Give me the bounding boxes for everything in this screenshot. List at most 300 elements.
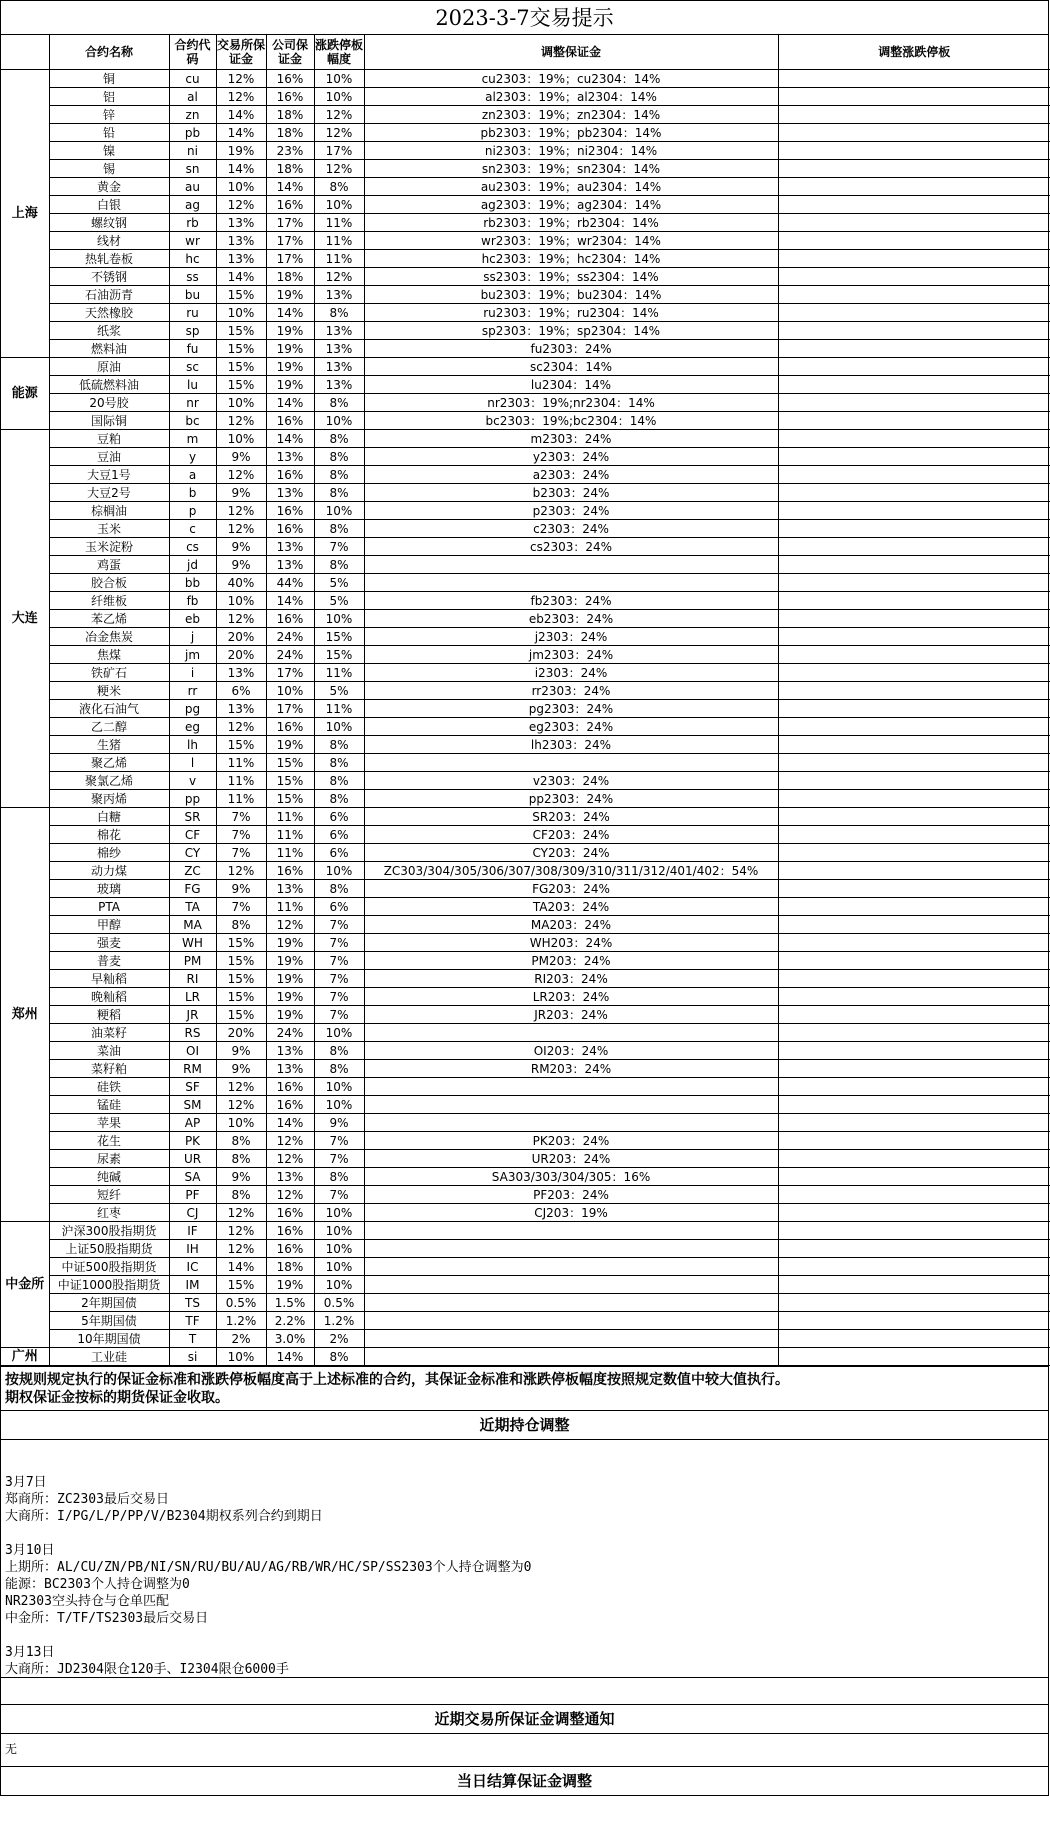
adjusted-margin-cell: CY203：24% bbox=[364, 844, 778, 862]
price-limit-cell: 8% bbox=[314, 430, 364, 448]
company-margin-cell: 16% bbox=[266, 412, 314, 430]
contract-code-cell: bu bbox=[169, 286, 216, 304]
contract-name-cell: 鸡蛋 bbox=[49, 556, 169, 574]
exchange-margin-cell: 15% bbox=[216, 934, 266, 952]
contract-code-cell: cs bbox=[169, 538, 216, 556]
price-limit-cell: 10% bbox=[314, 1024, 364, 1042]
table-row bbox=[1, 664, 1050, 682]
price-limit-cell: 8% bbox=[314, 394, 364, 412]
adjusted-limit-cell bbox=[778, 610, 1050, 628]
adjusted-margin-cell: pg2303：24% bbox=[364, 700, 778, 718]
adjusted-limit-cell bbox=[778, 1312, 1050, 1330]
exchange-margin-cell: 12% bbox=[216, 502, 266, 520]
adjusted-margin-cell bbox=[364, 1330, 778, 1348]
contract-code-cell: ss bbox=[169, 268, 216, 286]
contract-name-cell: 粳米 bbox=[49, 682, 169, 700]
table-row bbox=[1, 430, 1050, 448]
contract-code-cell: RI bbox=[169, 970, 216, 988]
adjusted-margin-cell: cu2303：19%；cu2304：14% bbox=[364, 70, 778, 88]
price-limit-cell: 6% bbox=[314, 808, 364, 826]
contract-name-cell: 棉纱 bbox=[49, 844, 169, 862]
price-limit-cell: 8% bbox=[314, 556, 364, 574]
table-row bbox=[1, 1006, 1050, 1024]
adjusted-margin-cell: ag2303：19%；ag2304：14% bbox=[364, 196, 778, 214]
exchange-cell: 广州 bbox=[1, 1348, 49, 1366]
company-margin-cell: 19% bbox=[266, 934, 314, 952]
adjusted-limit-cell bbox=[778, 736, 1050, 754]
adjusted-margin-cell bbox=[364, 556, 778, 574]
adjusted-limit-cell bbox=[778, 1240, 1050, 1258]
table-row bbox=[1, 1114, 1050, 1132]
exchange-margin-cell: 9% bbox=[216, 448, 266, 466]
contract-code-cell: TA bbox=[169, 898, 216, 916]
contract-code-cell: JR bbox=[169, 1006, 216, 1024]
exchange-margin-cell: 10% bbox=[216, 1348, 266, 1366]
table-row bbox=[1, 250, 1050, 268]
exchange-margin-cell: 15% bbox=[216, 988, 266, 1006]
exchange-margin-cell: 15% bbox=[216, 736, 266, 754]
table-row bbox=[1, 934, 1050, 952]
table-row bbox=[1, 826, 1050, 844]
contract-code-cell: sc bbox=[169, 358, 216, 376]
contract-code-cell: TF bbox=[169, 1312, 216, 1330]
adjusted-limit-cell bbox=[778, 1168, 1050, 1186]
price-limit-cell: 12% bbox=[314, 124, 364, 142]
exchange-margin-cell: 12% bbox=[216, 1240, 266, 1258]
table-row bbox=[1, 610, 1050, 628]
exchange-margin-cell: 12% bbox=[216, 412, 266, 430]
contract-code-cell: SR bbox=[169, 808, 216, 826]
contract-name-cell: 螺纹钢 bbox=[49, 214, 169, 232]
adjusted-margin-cell: wr2303：19%；wr2304：14% bbox=[364, 232, 778, 250]
contract-name-cell: 液化石油气 bbox=[49, 700, 169, 718]
adjusted-margin-cell: TA203：24% bbox=[364, 898, 778, 916]
company-margin-cell: 13% bbox=[266, 556, 314, 574]
company-margin-cell: 12% bbox=[266, 1132, 314, 1150]
contract-code-cell: AP bbox=[169, 1114, 216, 1132]
table-row bbox=[1, 88, 1050, 106]
price-limit-cell: 0.5% bbox=[314, 1294, 364, 1312]
adjusted-margin-cell bbox=[364, 1258, 778, 1276]
adjusted-limit-cell bbox=[778, 1294, 1050, 1312]
rule-note bbox=[1, 1366, 1048, 1411]
company-margin-cell: 13% bbox=[266, 538, 314, 556]
company-margin-cell: 14% bbox=[266, 1348, 314, 1366]
price-limit-cell: 10% bbox=[314, 196, 364, 214]
contract-name-cell: 生猪 bbox=[49, 736, 169, 754]
adjusted-limit-cell bbox=[778, 1132, 1050, 1150]
contract-name-cell: 乙二醇 bbox=[49, 718, 169, 736]
adjusted-margin-cell: WH203：24% bbox=[364, 934, 778, 952]
header-ex-margin: 交易所保证金 bbox=[216, 35, 266, 70]
adjusted-margin-cell bbox=[364, 574, 778, 592]
exchange-margin-cell: 10% bbox=[216, 430, 266, 448]
table-row bbox=[1, 790, 1050, 808]
adjusted-limit-cell bbox=[778, 1258, 1050, 1276]
adjusted-limit-cell bbox=[778, 1042, 1050, 1060]
adjusted-limit-cell bbox=[778, 214, 1050, 232]
price-limit-cell: 8% bbox=[314, 1042, 364, 1060]
company-margin-cell: 44% bbox=[266, 574, 314, 592]
company-margin-cell: 19% bbox=[266, 286, 314, 304]
contract-name-cell: 苯乙烯 bbox=[49, 610, 169, 628]
contract-code-cell: RS bbox=[169, 1024, 216, 1042]
exchange-margin-cell: 8% bbox=[216, 1186, 266, 1204]
contract-code-cell: OI bbox=[169, 1042, 216, 1060]
contract-name-cell: 上证50股指期货 bbox=[49, 1240, 169, 1258]
contract-code-cell: ru bbox=[169, 304, 216, 322]
company-margin-cell: 16% bbox=[266, 1204, 314, 1222]
contract-name-cell: 不锈钢 bbox=[49, 268, 169, 286]
table-row bbox=[1, 286, 1050, 304]
exchange-margin-cell: 9% bbox=[216, 538, 266, 556]
contract-name-cell: 苹果 bbox=[49, 1114, 169, 1132]
company-margin-cell: 10% bbox=[266, 682, 314, 700]
contract-name-cell: 红枣 bbox=[49, 1204, 169, 1222]
table-row bbox=[1, 592, 1050, 610]
company-margin-cell: 19% bbox=[266, 376, 314, 394]
price-limit-cell: 10% bbox=[314, 88, 364, 106]
price-limit-cell: 10% bbox=[314, 1078, 364, 1096]
table-row bbox=[1, 916, 1050, 934]
price-limit-cell: 7% bbox=[314, 988, 364, 1006]
contract-name-cell: 白糖 bbox=[49, 808, 169, 826]
adjusted-limit-cell bbox=[778, 322, 1050, 340]
price-limit-cell: 15% bbox=[314, 628, 364, 646]
contract-code-cell: bb bbox=[169, 574, 216, 592]
position-line: NR2303空头持仓与仓单匹配 bbox=[5, 1594, 169, 1609]
adjusted-limit-cell bbox=[778, 448, 1050, 466]
contract-code-cell: a bbox=[169, 466, 216, 484]
exchange-margin-cell: 20% bbox=[216, 646, 266, 664]
adjusted-margin-cell: rr2303：24% bbox=[364, 682, 778, 700]
company-margin-cell: 19% bbox=[266, 1006, 314, 1024]
exchange-margin-cell: 8% bbox=[216, 1132, 266, 1150]
company-margin-cell: 16% bbox=[266, 862, 314, 880]
adjusted-limit-cell bbox=[778, 502, 1050, 520]
contract-code-cell: hc bbox=[169, 250, 216, 268]
contract-code-cell: fb bbox=[169, 592, 216, 610]
contract-name-cell: 工业硅 bbox=[49, 1348, 169, 1366]
contract-name-cell: 纯碱 bbox=[49, 1168, 169, 1186]
company-margin-cell: 12% bbox=[266, 916, 314, 934]
exchange-margin-cell: 12% bbox=[216, 466, 266, 484]
contract-name-cell: 聚乙烯 bbox=[49, 754, 169, 772]
company-margin-cell: 14% bbox=[266, 430, 314, 448]
contract-code-cell: ag bbox=[169, 196, 216, 214]
exchange-margin-cell: 13% bbox=[216, 214, 266, 232]
adjusted-limit-cell bbox=[778, 1276, 1050, 1294]
contract-code-cell: bc bbox=[169, 412, 216, 430]
adjusted-margin-cell: rb2303：19%；rb2304：14% bbox=[364, 214, 778, 232]
contract-code-cell: cu bbox=[169, 70, 216, 88]
adjusted-margin-cell: nr2303：19%;nr2304：14% bbox=[364, 394, 778, 412]
table-row bbox=[1, 1168, 1050, 1186]
contract-code-cell: j bbox=[169, 628, 216, 646]
exchange-margin-cell: 12% bbox=[216, 610, 266, 628]
company-margin-cell: 16% bbox=[266, 70, 314, 88]
adjusted-margin-cell: hc2303：19%；hc2304：14% bbox=[364, 250, 778, 268]
contract-name-cell: 燃料油 bbox=[49, 340, 169, 358]
contract-name-cell: 中证1000股指期货 bbox=[49, 1276, 169, 1294]
adjusted-margin-cell bbox=[364, 1240, 778, 1258]
adjusted-limit-cell bbox=[778, 556, 1050, 574]
exchange-margin-cell: 13% bbox=[216, 250, 266, 268]
company-margin-cell: 13% bbox=[266, 1168, 314, 1186]
adjusted-limit-cell bbox=[778, 1078, 1050, 1096]
contract-name-cell: 铁矿石 bbox=[49, 664, 169, 682]
adjusted-margin-cell: v2303：24% bbox=[364, 772, 778, 790]
exchange-cell: 郑州 bbox=[1, 808, 49, 1222]
company-margin-cell: 18% bbox=[266, 160, 314, 178]
contract-code-cell: zn bbox=[169, 106, 216, 124]
position-line: 大商所：JD2304限仓120手、I2304限仓6000手 bbox=[5, 1662, 289, 1677]
adjusted-margin-cell: sp2303：19%；sp2304：14% bbox=[364, 322, 778, 340]
table-row bbox=[1, 448, 1050, 466]
contract-name-cell: 石油沥青 bbox=[49, 286, 169, 304]
company-margin-cell: 19% bbox=[266, 736, 314, 754]
position-line: 中金所：T/TF/TS2303最后交易日 bbox=[5, 1611, 209, 1626]
table-row bbox=[1, 1186, 1050, 1204]
price-limit-cell: 11% bbox=[314, 250, 364, 268]
contract-name-cell: 大豆1号 bbox=[49, 466, 169, 484]
adjusted-margin-cell: fb2303：24% bbox=[364, 592, 778, 610]
contract-code-cell: l bbox=[169, 754, 216, 772]
contract-code-cell: ni bbox=[169, 142, 216, 160]
company-margin-cell: 2.2% bbox=[266, 1312, 314, 1330]
table-row bbox=[1, 304, 1050, 322]
adjusted-margin-cell bbox=[364, 754, 778, 772]
adjusted-limit-cell bbox=[778, 232, 1050, 250]
table-row bbox=[1, 412, 1050, 430]
table-row bbox=[1, 628, 1050, 646]
adjusted-margin-cell: SA303/303/304/305：16% bbox=[364, 1168, 778, 1186]
rule-note-line: 按规则规定执行的保证金标准和涨跌停板幅度高于上述标准的合约，其保证金标准和涨跌停板幅度按照规定数值中较大值执行。 bbox=[5, 1372, 789, 1388]
company-margin-cell: 16% bbox=[266, 520, 314, 538]
contract-name-cell: 菜籽粕 bbox=[49, 1060, 169, 1078]
page-title: 2023-3-7交易提示 bbox=[1, 0, 1048, 35]
table-row bbox=[1, 1312, 1050, 1330]
price-limit-cell: 7% bbox=[314, 538, 364, 556]
contract-code-cell: FG bbox=[169, 880, 216, 898]
company-margin-cell: 18% bbox=[266, 1258, 314, 1276]
company-margin-cell: 11% bbox=[266, 844, 314, 862]
contract-name-cell: 普麦 bbox=[49, 952, 169, 970]
table-row bbox=[1, 1258, 1050, 1276]
contract-code-cell: RM bbox=[169, 1060, 216, 1078]
company-margin-cell: 19% bbox=[266, 1276, 314, 1294]
table-row bbox=[1, 1042, 1050, 1060]
adjusted-limit-cell bbox=[778, 970, 1050, 988]
price-limit-cell: 8% bbox=[314, 790, 364, 808]
company-margin-cell: 17% bbox=[266, 232, 314, 250]
table-row bbox=[1, 142, 1050, 160]
price-limit-cell: 8% bbox=[314, 754, 364, 772]
price-limit-cell: 7% bbox=[314, 1150, 364, 1168]
table-row bbox=[1, 952, 1050, 970]
contract-name-cell: 胶合板 bbox=[49, 574, 169, 592]
company-margin-cell: 19% bbox=[266, 322, 314, 340]
price-limit-cell: 6% bbox=[314, 826, 364, 844]
contract-code-cell: jd bbox=[169, 556, 216, 574]
adjusted-margin-cell: eb2303：24% bbox=[364, 610, 778, 628]
contract-name-cell: 大豆2号 bbox=[49, 484, 169, 502]
price-limit-cell: 12% bbox=[314, 106, 364, 124]
contract-name-cell: 10年期国债 bbox=[49, 1330, 169, 1348]
contract-code-cell: nr bbox=[169, 394, 216, 412]
table-row bbox=[1, 772, 1050, 790]
table-header-row bbox=[1, 35, 1050, 70]
table-row bbox=[1, 1348, 1050, 1366]
adjusted-margin-cell: cs2303：24% bbox=[364, 538, 778, 556]
exchange-margin-cell: 12% bbox=[216, 1204, 266, 1222]
price-limit-cell: 13% bbox=[314, 322, 364, 340]
price-limit-cell: 11% bbox=[314, 664, 364, 682]
price-limit-cell: 15% bbox=[314, 646, 364, 664]
adjusted-margin-cell: JR203：24% bbox=[364, 1006, 778, 1024]
position-line: 上期所：AL/CU/ZN/PB/NI/SN/RU/BU/AU/AG/RB/WR/HC/SP/SS2303个人持仓调整为0 bbox=[5, 1560, 532, 1575]
contract-name-cell: 5年期国债 bbox=[49, 1312, 169, 1330]
company-margin-cell: 16% bbox=[266, 502, 314, 520]
exchange-margin-cell: 12% bbox=[216, 862, 266, 880]
company-margin-cell: 13% bbox=[266, 448, 314, 466]
table-row bbox=[1, 682, 1050, 700]
price-limit-cell: 7% bbox=[314, 1186, 364, 1204]
company-margin-cell: 17% bbox=[266, 664, 314, 682]
adjusted-margin-cell: sn2303：19%；sn2304：14% bbox=[364, 160, 778, 178]
exchange-margin-cell: 14% bbox=[216, 1258, 266, 1276]
adjusted-limit-cell bbox=[778, 898, 1050, 916]
price-limit-cell: 10% bbox=[314, 1222, 364, 1240]
header-adj-margin: 调整保证金 bbox=[364, 35, 778, 70]
table-row bbox=[1, 988, 1050, 1006]
table-row bbox=[1, 808, 1050, 826]
adjusted-margin-cell bbox=[364, 1114, 778, 1132]
company-margin-cell: 11% bbox=[266, 898, 314, 916]
adjusted-limit-cell bbox=[778, 412, 1050, 430]
price-limit-cell: 11% bbox=[314, 232, 364, 250]
exchange-margin-cell: 9% bbox=[216, 1168, 266, 1186]
table-row bbox=[1, 1150, 1050, 1168]
contract-code-cell: eg bbox=[169, 718, 216, 736]
contract-name-cell: 20号胶 bbox=[49, 394, 169, 412]
exchange-margin-cell: 15% bbox=[216, 952, 266, 970]
exchange-margin-cell: 14% bbox=[216, 124, 266, 142]
adjusted-limit-cell bbox=[778, 1204, 1050, 1222]
price-limit-cell: 8% bbox=[314, 1348, 364, 1366]
price-limit-cell: 10% bbox=[314, 1276, 364, 1294]
adjusted-margin-cell: ZC303/304/305/306/307/308/309/310/311/312/401/402：54% bbox=[364, 862, 778, 880]
adjusted-limit-cell bbox=[778, 700, 1050, 718]
contract-name-cell: 2年期国债 bbox=[49, 1294, 169, 1312]
price-limit-cell: 10% bbox=[314, 610, 364, 628]
table-row bbox=[1, 754, 1050, 772]
adjusted-limit-cell bbox=[778, 934, 1050, 952]
adjusted-margin-cell: b2303：24% bbox=[364, 484, 778, 502]
company-margin-cell: 19% bbox=[266, 340, 314, 358]
exchange-margin-cell: 9% bbox=[216, 484, 266, 502]
adjusted-margin-cell bbox=[364, 1024, 778, 1042]
table-body bbox=[1, 70, 1050, 1366]
adjusted-limit-cell bbox=[778, 250, 1050, 268]
company-margin-cell: 12% bbox=[266, 1150, 314, 1168]
contract-code-cell: PK bbox=[169, 1132, 216, 1150]
price-limit-cell: 13% bbox=[314, 358, 364, 376]
table-row bbox=[1, 646, 1050, 664]
exchange-margin-cell: 15% bbox=[216, 286, 266, 304]
adjusted-margin-cell: UR203：24% bbox=[364, 1150, 778, 1168]
position-group bbox=[5, 1474, 1044, 1525]
position-date: 3月13日 bbox=[5, 1645, 55, 1660]
contract-name-cell: 尿素 bbox=[49, 1150, 169, 1168]
table-row bbox=[1, 160, 1050, 178]
adjusted-limit-cell bbox=[778, 1186, 1050, 1204]
price-limit-cell: 8% bbox=[314, 448, 364, 466]
adjusted-margin-cell: CF203：24% bbox=[364, 826, 778, 844]
exchange-margin-cell: 13% bbox=[216, 232, 266, 250]
contract-code-cell: si bbox=[169, 1348, 216, 1366]
contract-code-cell: al bbox=[169, 88, 216, 106]
adjusted-margin-cell: jm2303：24% bbox=[364, 646, 778, 664]
contract-name-cell: 玉米 bbox=[49, 520, 169, 538]
margin-notice-content: 无 bbox=[1, 1734, 1048, 1767]
adjusted-limit-cell bbox=[778, 196, 1050, 214]
contract-code-cell: PF bbox=[169, 1186, 216, 1204]
contract-code-cell: b bbox=[169, 484, 216, 502]
contract-code-cell: i bbox=[169, 664, 216, 682]
adjusted-margin-cell: fu2303：24% bbox=[364, 340, 778, 358]
price-limit-cell: 8% bbox=[314, 466, 364, 484]
exchange-margin-cell: 14% bbox=[216, 160, 266, 178]
exchange-margin-cell: 1.2% bbox=[216, 1312, 266, 1330]
margin-table bbox=[1, 35, 1050, 1366]
company-margin-cell: 18% bbox=[266, 268, 314, 286]
exchange-margin-cell: 13% bbox=[216, 664, 266, 682]
table-row bbox=[1, 1222, 1050, 1240]
contract-name-cell: 沪深300股指期货 bbox=[49, 1222, 169, 1240]
contract-code-cell: pp bbox=[169, 790, 216, 808]
contract-code-cell: CF bbox=[169, 826, 216, 844]
adjusted-limit-cell bbox=[778, 394, 1050, 412]
price-limit-cell: 8% bbox=[314, 304, 364, 322]
adjusted-margin-cell: a2303：24% bbox=[364, 466, 778, 484]
adjusted-margin-cell: sc2304：14% bbox=[364, 358, 778, 376]
adjusted-limit-cell bbox=[778, 574, 1050, 592]
exchange-margin-cell: 9% bbox=[216, 880, 266, 898]
adjusted-limit-cell bbox=[778, 88, 1050, 106]
adjusted-margin-cell: c2303：24% bbox=[364, 520, 778, 538]
adjusted-limit-cell bbox=[778, 664, 1050, 682]
adjusted-margin-cell: y2303：24% bbox=[364, 448, 778, 466]
adjusted-limit-cell bbox=[778, 70, 1050, 88]
adjusted-margin-cell: SR203：24% bbox=[364, 808, 778, 826]
adjusted-limit-cell bbox=[778, 1060, 1050, 1078]
adjusted-limit-cell bbox=[778, 790, 1050, 808]
adjusted-limit-cell bbox=[778, 430, 1050, 448]
contract-code-cell: SA bbox=[169, 1168, 216, 1186]
contract-name-cell: 短纤 bbox=[49, 1186, 169, 1204]
adjusted-limit-cell bbox=[778, 682, 1050, 700]
adjusted-margin-cell: j2303：24% bbox=[364, 628, 778, 646]
table-row bbox=[1, 322, 1050, 340]
exchange-margin-cell: 12% bbox=[216, 520, 266, 538]
table-row bbox=[1, 268, 1050, 286]
price-limit-cell: 10% bbox=[314, 1204, 364, 1222]
table-row bbox=[1, 70, 1050, 88]
contract-name-cell: 豆油 bbox=[49, 448, 169, 466]
adjusted-limit-cell bbox=[778, 754, 1050, 772]
exchange-margin-cell: 14% bbox=[216, 268, 266, 286]
